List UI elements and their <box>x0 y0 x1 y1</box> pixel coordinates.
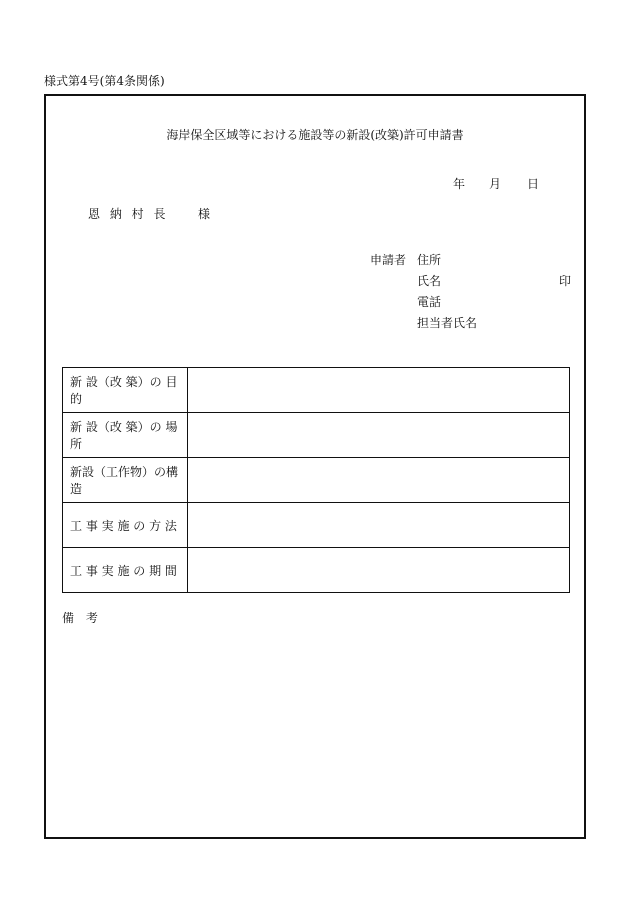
applicant-address-label: 住所 <box>417 253 442 267</box>
location-label: 新 設（改 築）の 場 所 <box>63 413 188 458</box>
applicant-phone-label: 電話 <box>417 295 442 309</box>
remarks-label: 備 考 <box>62 611 102 625</box>
date-month-label: 月 <box>489 177 502 191</box>
form-title: 海岸保全区域等における施設等の新設(改築)許可申請書 <box>166 128 464 142</box>
honorific: 様 <box>198 207 211 221</box>
form-number: 様式第4号(第4条関係) <box>44 74 165 88</box>
date-year-label: 年 <box>453 177 466 191</box>
date-day-label: 日 <box>527 177 540 191</box>
applicant-name-label: 氏名 <box>417 274 442 288</box>
table-row <box>63 503 570 548</box>
addressee: 恩 納 村 長 <box>88 207 169 221</box>
table-row <box>63 458 570 503</box>
period-field[interactable] <box>188 548 570 593</box>
purpose-field[interactable] <box>188 368 570 413</box>
applicant-contact-label: 担当者氏名 <box>417 316 478 330</box>
applicant-label: 申請者 <box>370 253 407 267</box>
seal-mark: 印 <box>559 274 572 288</box>
period-label: 工 事 実 施 の 期 間 <box>63 548 188 593</box>
location-field[interactable] <box>188 413 570 458</box>
details-table <box>62 367 570 593</box>
method-label: 工 事 実 施 の 方 法 <box>63 503 188 548</box>
method-field[interactable] <box>188 503 570 548</box>
structure-label: 新設（工作物）の構造 <box>63 458 188 503</box>
purpose-label: 新 設（改 築）の 目 的 <box>63 368 188 413</box>
table-row <box>63 368 570 413</box>
table-row <box>63 413 570 458</box>
table-row <box>63 548 570 593</box>
structure-field[interactable] <box>188 458 570 503</box>
